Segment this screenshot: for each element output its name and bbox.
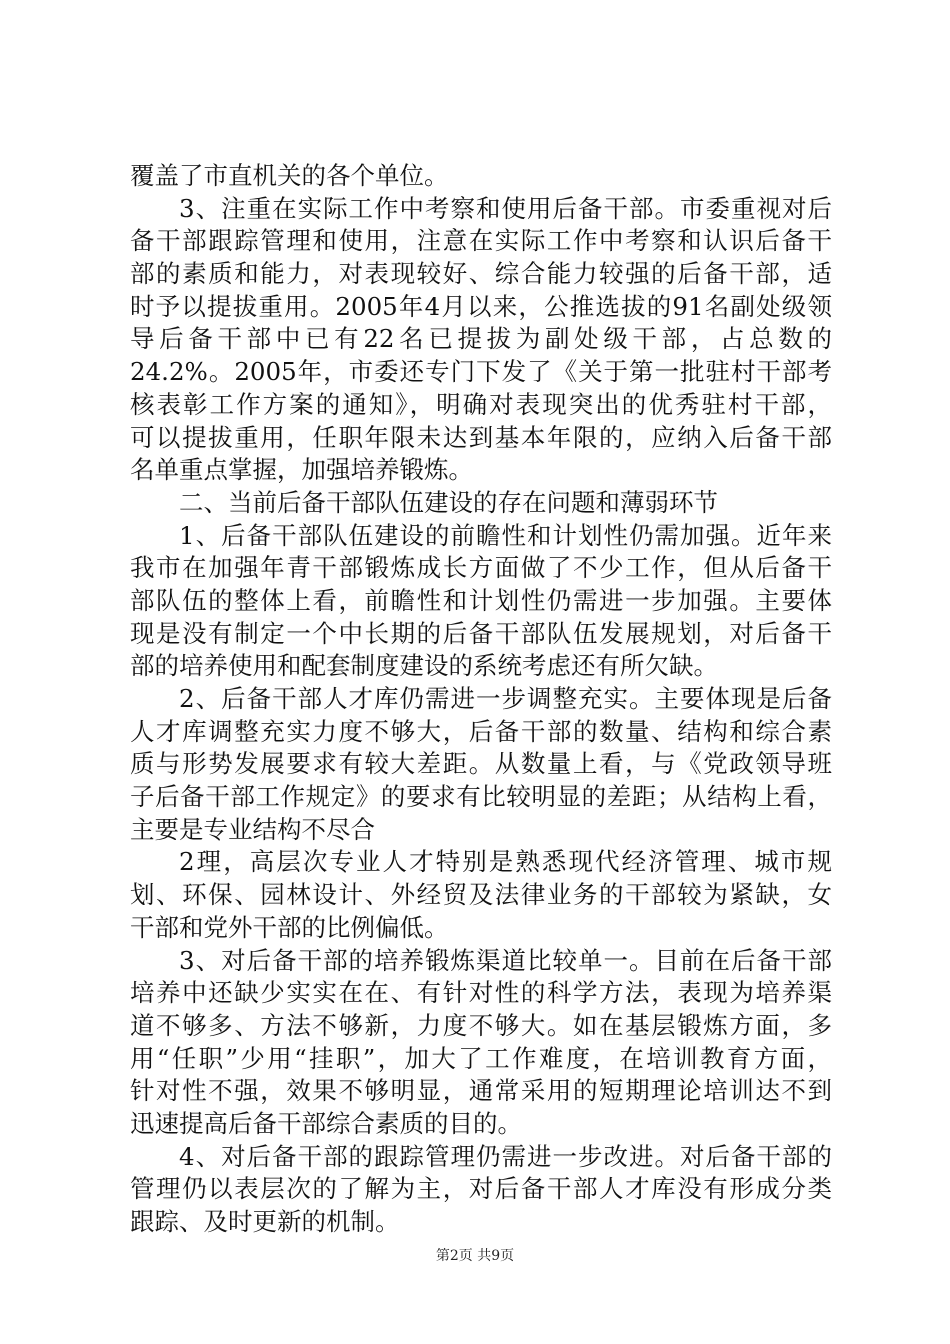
paragraph-line: 核表彰工作方案的通知》，明确对表现突出的优秀驻村干部， [130,389,832,419]
paragraph-line: 导后备干部中已有22名已提拔为副处级干部，占总数的 [130,324,832,354]
paragraph-line: 干部和党外干部的比例偏低。 [130,912,449,942]
paragraph-line: 1、后备干部队伍建设的前瞻性和计划性仍需加强。近年来 [179,520,832,550]
paragraph-line: 覆盖了市直机关的各个单位。 [130,161,449,190]
paragraph-line: 名单重点掌握，加强培养锻炼。 [130,455,473,485]
paragraph-line: 4、对后备干部的跟踪管理仍需进一步改进。对后备干部的 [179,1141,832,1171]
paragraph-line: 3、对后备干部的培养锻炼渠道比较单一。目前在后备干部 [179,945,832,975]
paragraph-line: 针对性不强，效果不够明显，通常采用的短期理论培训达不到 [130,1076,832,1106]
paragraph-line: 迅速提高后备干部综合素质的目的。 [130,1108,522,1138]
paragraph-line: 部队伍的整体上看，前瞻性和计划性仍需进一步加强。主要体 [130,585,832,615]
paragraph-line: 部的素质和能力，对表现较好、综合能力较强的后备干部，适 [130,259,832,289]
section-heading: 二、当前后备干部队伍建设的存在问题和薄弱环节 [179,487,718,517]
paragraph-line: 管理仍以表层次的了解为主，对后备干部人才库没有形成分类 [130,1174,832,1204]
document-body [130,160,832,1239]
paragraph-line: 培养中还缺少实实在在、有针对性的科学方法，表现为培养渠 [130,978,832,1008]
paragraph-line: 跟踪、及时更新的机制。 [130,1207,400,1236]
paragraph-line: 用“任职”少用“挂职”，加大了工作难度，在培训教育方面， [130,1043,832,1073]
paragraph-line: 2理，高层次专业人才特别是熟悉现代经济管理、城市规 [179,847,832,877]
paragraph-line: 主要是专业结构不尽合 [130,814,375,844]
paragraph-line: 划、环保、园林设计、外经贸及法律业务的干部较为紧缺，女 [130,880,832,910]
paragraph-line: 备干部跟踪管理和使用，注意在实际工作中考察和认识后备干 [130,226,832,256]
paragraph-line: 3、注重在实际工作中考察和使用后备干部。市委重视对后 [179,193,832,223]
page-number-footer: 第2页 共9页 [435,1248,515,1264]
paragraph-line: 部的培养使用和配套制度建设的系统考虑还有所欠缺。 [130,651,718,681]
paragraph-line: 道不够多、方法不够新，力度不够大。如在基层锻炼方面，多 [130,1010,832,1040]
paragraph-line: 2、后备干部人才库仍需进一步调整充实。主要体现是后备 [179,684,832,713]
paragraph-line: 时予以提拔重用。2005年4月以来，公推选拔的91名副处级领 [130,291,832,321]
paragraph-line: 可以提拔重用，任职年限未达到基本年限的，应纳入后备干部 [130,422,832,452]
paragraph-line: 人才库调整充实力度不够大，后备干部的数量、结构和综合素 [130,716,832,746]
paragraph-line: 质与形势发展要求有较大差距。从数量上看，与《党政领导班 [130,749,832,779]
paragraph-line: 子后备干部工作规定》的要求有比较明显的差距；从结构上看， [130,782,832,812]
paragraph-line: 现是没有制定一个中长期的后备干部队伍发展规划，对后备干 [130,618,832,648]
paragraph-line: 24.2%。2005年，市委还专门下发了《关于第一批驻村干部考 [130,357,832,387]
paragraph-line: 我市在加强年青干部锻炼成长方面做了不少工作，但从后备干 [130,553,832,583]
